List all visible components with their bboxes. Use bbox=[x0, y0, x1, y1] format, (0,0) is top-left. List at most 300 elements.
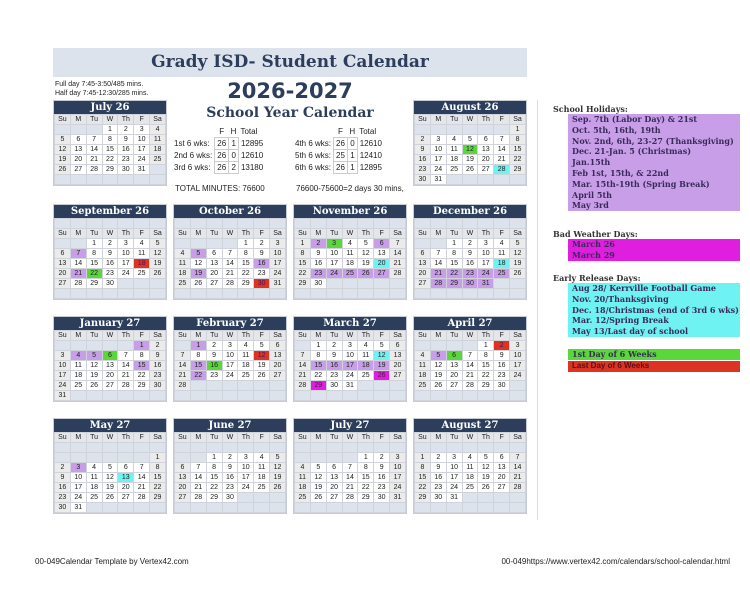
day-cell[interactable]: 6 bbox=[270, 341, 286, 351]
day-cell[interactable]: 10 bbox=[326, 249, 342, 259]
day-cell[interactable]: 27 bbox=[118, 493, 134, 503]
day-cell[interactable]: 12 bbox=[510, 249, 526, 259]
day-cell[interactable]: 8 bbox=[510, 135, 526, 145]
day-cell[interactable]: 11 bbox=[494, 249, 510, 259]
day-cell[interactable]: 4 bbox=[462, 453, 478, 463]
day-cell[interactable]: 3 bbox=[342, 341, 358, 351]
day-cell[interactable]: 12 bbox=[86, 361, 102, 371]
day-cell[interactable]: 19 bbox=[358, 259, 374, 269]
day-cell[interactable]: 3 bbox=[510, 341, 526, 351]
day-cell[interactable]: 26 bbox=[254, 371, 270, 381]
day-cell[interactable]: 27 bbox=[494, 483, 510, 493]
day-cell[interactable]: 15 bbox=[310, 361, 326, 371]
day-cell[interactable]: 24 bbox=[222, 371, 238, 381]
day-cell[interactable]: 17 bbox=[222, 361, 238, 371]
day-cell[interactable]: 15 bbox=[102, 145, 118, 155]
day-cell[interactable]: 1 bbox=[86, 239, 102, 249]
day-cell[interactable]: 5 bbox=[310, 463, 326, 473]
day-cell[interactable]: 8 bbox=[310, 351, 326, 361]
day-cell[interactable]: 15 bbox=[510, 145, 526, 155]
day-cell[interactable]: 12 bbox=[358, 249, 374, 259]
day-cell[interactable]: 31 bbox=[134, 165, 150, 175]
day-cell[interactable]: 22 bbox=[295, 269, 311, 279]
day-cell[interactable]: 1 bbox=[102, 125, 118, 135]
day-cell[interactable]: 15 bbox=[238, 259, 254, 269]
day-cell[interactable]: 12 bbox=[462, 145, 478, 155]
day-cell[interactable]: 22 bbox=[358, 483, 374, 493]
day-cell[interactable]: 20 bbox=[102, 371, 118, 381]
day-cell[interactable]: 16 bbox=[206, 361, 222, 371]
day-cell[interactable]: 30 bbox=[374, 493, 390, 503]
day-cell[interactable]: 18 bbox=[295, 483, 311, 493]
day-cell[interactable]: 12 bbox=[102, 473, 118, 483]
day-cell[interactable]: 18 bbox=[342, 259, 358, 269]
day-cell[interactable]: 3 bbox=[390, 453, 406, 463]
day-cell[interactable]: 27 bbox=[206, 279, 222, 289]
day-cell[interactable]: 2 bbox=[102, 239, 118, 249]
day-cell[interactable]: 17 bbox=[118, 259, 134, 269]
day-cell[interactable]: 28 bbox=[222, 279, 238, 289]
day-cell[interactable]: 2 bbox=[310, 239, 326, 249]
day-cell[interactable]: 24 bbox=[238, 483, 254, 493]
day-cell[interactable]: 6 bbox=[102, 351, 118, 361]
day-cell[interactable]: 19 bbox=[462, 155, 478, 165]
day-cell[interactable]: 20 bbox=[390, 361, 406, 371]
day-cell[interactable]: 1 bbox=[150, 453, 166, 463]
day-cell[interactable]: 17 bbox=[478, 259, 494, 269]
day-cell[interactable]: 29 bbox=[238, 279, 254, 289]
day-cell[interactable]: 23 bbox=[494, 371, 510, 381]
day-cell[interactable]: 5 bbox=[462, 135, 478, 145]
day-cell[interactable]: 23 bbox=[102, 269, 118, 279]
day-cell[interactable]: 18 bbox=[358, 361, 374, 371]
day-cell[interactable]: 18 bbox=[254, 473, 270, 483]
day-cell[interactable]: 23 bbox=[374, 483, 390, 493]
day-cell[interactable]: 14 bbox=[175, 361, 191, 371]
day-cell[interactable]: 14 bbox=[510, 463, 526, 473]
day-cell[interactable]: 31 bbox=[390, 493, 406, 503]
day-cell[interactable]: 15 bbox=[295, 259, 311, 269]
day-cell[interactable]: 6 bbox=[415, 249, 431, 259]
day-cell[interactable]: 6 bbox=[494, 453, 510, 463]
day-cell[interactable]: 24 bbox=[55, 381, 71, 391]
day-cell[interactable]: 7 bbox=[175, 351, 191, 361]
day-cell[interactable]: 21 bbox=[134, 483, 150, 493]
day-cell[interactable]: 10 bbox=[342, 351, 358, 361]
day-cell[interactable]: 5 bbox=[374, 341, 390, 351]
day-cell[interactable]: 24 bbox=[430, 165, 446, 175]
day-cell[interactable]: 26 bbox=[462, 165, 478, 175]
day-cell[interactable]: 11 bbox=[70, 361, 86, 371]
day-cell[interactable]: 3 bbox=[222, 341, 238, 351]
day-cell[interactable]: 15 bbox=[150, 473, 166, 483]
day-cell[interactable]: 7 bbox=[494, 135, 510, 145]
day-cell[interactable]: 12 bbox=[374, 351, 390, 361]
day-cell[interactable]: 3 bbox=[55, 351, 71, 361]
day-cell[interactable]: 7 bbox=[295, 351, 311, 361]
day-cell[interactable]: 19 bbox=[55, 155, 71, 165]
day-cell[interactable]: 30 bbox=[326, 381, 342, 391]
day-cell[interactable]: 16 bbox=[118, 145, 134, 155]
day-cell[interactable]: 21 bbox=[190, 483, 206, 493]
day-cell[interactable]: 11 bbox=[134, 249, 150, 259]
day-cell[interactable]: 23 bbox=[462, 269, 478, 279]
day-cell[interactable]: 30 bbox=[222, 493, 238, 503]
day-cell[interactable]: 14 bbox=[118, 361, 134, 371]
day-cell[interactable]: 21 bbox=[295, 371, 311, 381]
day-cell[interactable]: 7 bbox=[222, 249, 238, 259]
day-cell[interactable]: 13 bbox=[270, 351, 286, 361]
day-cell[interactable]: 2 bbox=[222, 453, 238, 463]
day-cell[interactable]: 28 bbox=[510, 483, 526, 493]
day-cell[interactable]: 19 bbox=[86, 371, 102, 381]
day-cell[interactable]: 8 bbox=[102, 135, 118, 145]
day-cell[interactable]: 14 bbox=[390, 249, 406, 259]
day-cell[interactable]: 25 bbox=[238, 371, 254, 381]
day-cell[interactable]: 12 bbox=[270, 463, 286, 473]
day-cell[interactable]: 18 bbox=[238, 361, 254, 371]
day-cell[interactable]: 8 bbox=[134, 351, 150, 361]
day-cell[interactable]: 4 bbox=[134, 239, 150, 249]
day-cell[interactable]: 15 bbox=[478, 361, 494, 371]
day-cell[interactable]: 24 bbox=[390, 483, 406, 493]
day-cell[interactable]: 9 bbox=[310, 249, 326, 259]
day-cell[interactable]: 29 bbox=[415, 493, 431, 503]
day-cell[interactable]: 11 bbox=[238, 351, 254, 361]
day-cell[interactable]: 30 bbox=[494, 381, 510, 391]
day-cell[interactable]: 27 bbox=[326, 493, 342, 503]
day-cell[interactable]: 21 bbox=[430, 269, 446, 279]
day-cell[interactable]: 20 bbox=[118, 483, 134, 493]
day-cell[interactable]: 5 bbox=[358, 239, 374, 249]
day-cell[interactable]: 4 bbox=[175, 249, 191, 259]
day-cell[interactable]: 27 bbox=[102, 381, 118, 391]
day-cell[interactable]: 7 bbox=[430, 249, 446, 259]
day-cell[interactable]: 18 bbox=[462, 473, 478, 483]
day-cell[interactable]: 6 bbox=[326, 463, 342, 473]
day-cell[interactable]: 11 bbox=[446, 145, 462, 155]
day-cell[interactable]: 21 bbox=[175, 371, 191, 381]
day-cell[interactable]: 5 bbox=[430, 351, 446, 361]
day-cell[interactable]: 28 bbox=[134, 493, 150, 503]
day-cell[interactable]: 31 bbox=[430, 175, 446, 185]
day-cell[interactable]: 15 bbox=[86, 259, 102, 269]
day-cell[interactable]: 29 bbox=[206, 493, 222, 503]
day-cell[interactable]: 17 bbox=[342, 361, 358, 371]
day-cell[interactable]: 9 bbox=[206, 351, 222, 361]
day-cell[interactable]: 16 bbox=[222, 473, 238, 483]
day-cell[interactable]: 19 bbox=[310, 483, 326, 493]
day-cell[interactable]: 24 bbox=[446, 483, 462, 493]
day-cell[interactable]: 1 bbox=[446, 239, 462, 249]
day-cell[interactable]: 7 bbox=[510, 453, 526, 463]
day-cell[interactable]: 28 bbox=[295, 381, 311, 391]
day-cell[interactable]: 12 bbox=[430, 361, 446, 371]
day-cell[interactable]: 26 bbox=[86, 381, 102, 391]
day-cell[interactable]: 14 bbox=[342, 473, 358, 483]
day-cell[interactable]: 16 bbox=[310, 259, 326, 269]
day-cell[interactable]: 16 bbox=[415, 155, 431, 165]
day-cell[interactable]: 16 bbox=[55, 483, 71, 493]
day-cell[interactable]: 13 bbox=[478, 145, 494, 155]
day-cell[interactable]: 21 bbox=[510, 473, 526, 483]
day-cell[interactable]: 1 bbox=[295, 239, 311, 249]
day-cell[interactable]: 29 bbox=[102, 165, 118, 175]
day-cell[interactable]: 9 bbox=[118, 135, 134, 145]
day-cell[interactable]: 29 bbox=[150, 493, 166, 503]
day-cell[interactable]: 3 bbox=[478, 239, 494, 249]
day-cell[interactable]: 23 bbox=[222, 483, 238, 493]
day-cell[interactable]: 15 bbox=[206, 473, 222, 483]
day-cell[interactable]: 10 bbox=[390, 463, 406, 473]
day-cell[interactable]: 11 bbox=[254, 463, 270, 473]
day-cell[interactable]: 10 bbox=[70, 473, 86, 483]
day-cell[interactable]: 9 bbox=[374, 463, 390, 473]
day-cell[interactable]: 29 bbox=[446, 279, 462, 289]
day-cell[interactable]: 21 bbox=[462, 371, 478, 381]
day-cell[interactable]: 18 bbox=[175, 269, 191, 279]
day-cell[interactable]: 19 bbox=[510, 259, 526, 269]
day-cell[interactable]: 12 bbox=[150, 249, 166, 259]
day-cell[interactable]: 4 bbox=[70, 351, 86, 361]
day-cell[interactable]: 1 bbox=[478, 341, 494, 351]
day-cell[interactable]: 10 bbox=[510, 351, 526, 361]
day-cell[interactable]: 24 bbox=[478, 269, 494, 279]
day-cell[interactable]: 14 bbox=[86, 145, 102, 155]
day-cell[interactable]: 12 bbox=[55, 145, 71, 155]
day-cell[interactable]: 20 bbox=[478, 155, 494, 165]
day-cell[interactable]: 23 bbox=[150, 371, 166, 381]
day-cell[interactable]: 2 bbox=[326, 341, 342, 351]
day-cell[interactable]: 4 bbox=[415, 351, 431, 361]
day-cell[interactable]: 20 bbox=[326, 483, 342, 493]
day-cell[interactable]: 28 bbox=[86, 165, 102, 175]
day-cell[interactable]: 6 bbox=[70, 135, 86, 145]
day-cell[interactable]: 5 bbox=[55, 135, 71, 145]
day-cell[interactable]: 31 bbox=[55, 391, 71, 401]
day-cell[interactable]: 13 bbox=[118, 473, 134, 483]
day-cell[interactable]: 1 bbox=[415, 453, 431, 463]
day-cell[interactable]: 5 bbox=[254, 341, 270, 351]
day-cell[interactable]: 30 bbox=[118, 165, 134, 175]
day-cell[interactable]: 13 bbox=[102, 361, 118, 371]
day-cell[interactable]: 17 bbox=[70, 483, 86, 493]
day-cell[interactable]: 14 bbox=[70, 259, 86, 269]
day-cell[interactable]: 29 bbox=[310, 381, 326, 391]
day-cell[interactable]: 22 bbox=[238, 269, 254, 279]
day-cell[interactable]: 19 bbox=[478, 473, 494, 483]
day-cell[interactable]: 27 bbox=[70, 165, 86, 175]
day-cell[interactable]: 5 bbox=[510, 239, 526, 249]
day-cell[interactable]: 10 bbox=[430, 145, 446, 155]
day-cell[interactable]: 20 bbox=[70, 155, 86, 165]
day-cell[interactable]: 21 bbox=[342, 483, 358, 493]
day-cell[interactable]: 8 bbox=[295, 249, 311, 259]
day-cell[interactable]: 30 bbox=[102, 279, 118, 289]
day-cell[interactable]: 13 bbox=[494, 463, 510, 473]
day-cell[interactable]: 18 bbox=[134, 259, 150, 269]
day-cell[interactable]: 30 bbox=[415, 175, 431, 185]
day-cell[interactable]: 10 bbox=[55, 361, 71, 371]
day-cell[interactable]: 1 bbox=[134, 341, 150, 351]
day-cell[interactable]: 25 bbox=[295, 493, 311, 503]
day-cell[interactable]: 10 bbox=[270, 249, 286, 259]
day-cell[interactable]: 9 bbox=[430, 463, 446, 473]
day-cell[interactable]: 14 bbox=[494, 145, 510, 155]
day-cell[interactable]: 20 bbox=[446, 371, 462, 381]
day-cell[interactable]: 29 bbox=[510, 165, 526, 175]
day-cell[interactable]: 13 bbox=[55, 259, 71, 269]
day-cell[interactable]: 10 bbox=[222, 351, 238, 361]
day-cell[interactable]: 10 bbox=[134, 135, 150, 145]
day-cell[interactable]: 14 bbox=[134, 473, 150, 483]
day-cell[interactable]: 28 bbox=[494, 165, 510, 175]
day-cell[interactable]: 23 bbox=[430, 483, 446, 493]
day-cell[interactable]: 15 bbox=[446, 259, 462, 269]
day-cell[interactable]: 24 bbox=[118, 269, 134, 279]
day-cell[interactable]: 16 bbox=[102, 259, 118, 269]
day-cell[interactable]: 22 bbox=[190, 371, 206, 381]
day-cell[interactable]: 27 bbox=[390, 371, 406, 381]
day-cell[interactable]: 8 bbox=[86, 249, 102, 259]
day-cell[interactable]: 24 bbox=[510, 371, 526, 381]
day-cell[interactable]: 2 bbox=[462, 239, 478, 249]
day-cell[interactable]: 1 bbox=[190, 341, 206, 351]
day-cell[interactable]: 7 bbox=[86, 135, 102, 145]
day-cell[interactable]: 28 bbox=[118, 381, 134, 391]
day-cell[interactable]: 27 bbox=[478, 165, 494, 175]
day-cell[interactable]: 29 bbox=[358, 493, 374, 503]
day-cell[interactable]: 21 bbox=[86, 155, 102, 165]
day-cell[interactable]: 22 bbox=[134, 371, 150, 381]
day-cell[interactable]: 25 bbox=[462, 483, 478, 493]
day-cell[interactable]: 29 bbox=[478, 381, 494, 391]
day-cell[interactable]: 7 bbox=[70, 249, 86, 259]
day-cell[interactable]: 4 bbox=[254, 453, 270, 463]
day-cell[interactable]: 10 bbox=[238, 463, 254, 473]
day-cell[interactable]: 9 bbox=[102, 249, 118, 259]
day-cell[interactable]: 27 bbox=[55, 279, 71, 289]
day-cell[interactable]: 15 bbox=[190, 361, 206, 371]
day-cell[interactable]: 18 bbox=[494, 259, 510, 269]
day-cell[interactable]: 8 bbox=[238, 249, 254, 259]
day-cell[interactable]: 18 bbox=[446, 155, 462, 165]
day-cell[interactable]: 22 bbox=[415, 483, 431, 493]
day-cell[interactable]: 30 bbox=[150, 381, 166, 391]
day-cell[interactable]: 13 bbox=[390, 351, 406, 361]
day-cell[interactable]: 26 bbox=[190, 279, 206, 289]
day-cell[interactable]: 23 bbox=[254, 269, 270, 279]
day-cell[interactable]: 27 bbox=[415, 279, 431, 289]
day-cell[interactable]: 8 bbox=[446, 249, 462, 259]
day-cell[interactable]: 7 bbox=[390, 239, 406, 249]
day-cell[interactable]: 30 bbox=[55, 503, 71, 513]
day-cell[interactable]: 6 bbox=[55, 249, 71, 259]
day-cell[interactable]: 6 bbox=[478, 135, 494, 145]
day-cell[interactable]: 20 bbox=[206, 269, 222, 279]
day-cell[interactable]: 20 bbox=[374, 259, 390, 269]
day-cell[interactable]: 6 bbox=[446, 351, 462, 361]
day-cell[interactable]: 21 bbox=[222, 269, 238, 279]
day-cell[interactable]: 19 bbox=[374, 361, 390, 371]
day-cell[interactable]: 20 bbox=[175, 483, 191, 493]
day-cell[interactable]: 2 bbox=[206, 341, 222, 351]
day-cell[interactable]: 14 bbox=[190, 473, 206, 483]
day-cell[interactable]: 6 bbox=[206, 249, 222, 259]
day-cell[interactable]: 19 bbox=[102, 483, 118, 493]
day-cell[interactable]: 24 bbox=[326, 269, 342, 279]
day-cell[interactable]: 26 bbox=[55, 165, 71, 175]
day-cell[interactable]: 22 bbox=[310, 371, 326, 381]
day-cell[interactable]: 9 bbox=[494, 351, 510, 361]
day-cell[interactable]: 7 bbox=[118, 351, 134, 361]
day-cell[interactable]: 25 bbox=[415, 381, 431, 391]
day-cell[interactable]: 30 bbox=[254, 279, 270, 289]
day-cell[interactable]: 18 bbox=[70, 371, 86, 381]
day-cell[interactable]: 9 bbox=[254, 249, 270, 259]
day-cell[interactable]: 19 bbox=[254, 361, 270, 371]
day-cell[interactable]: 22 bbox=[102, 155, 118, 165]
day-cell[interactable]: 2 bbox=[55, 463, 71, 473]
day-cell[interactable]: 26 bbox=[510, 269, 526, 279]
day-cell[interactable]: 17 bbox=[238, 473, 254, 483]
day-cell[interactable]: 9 bbox=[150, 351, 166, 361]
day-cell[interactable]: 13 bbox=[326, 473, 342, 483]
day-cell[interactable]: 6 bbox=[390, 341, 406, 351]
day-cell[interactable]: 2 bbox=[430, 453, 446, 463]
day-cell[interactable]: 13 bbox=[175, 473, 191, 483]
day-cell[interactable]: 12 bbox=[254, 351, 270, 361]
day-cell[interactable]: 24 bbox=[342, 371, 358, 381]
day-cell[interactable]: 28 bbox=[175, 381, 191, 391]
day-cell[interactable]: 11 bbox=[175, 259, 191, 269]
day-cell[interactable]: 13 bbox=[446, 361, 462, 371]
day-cell[interactable]: 3 bbox=[326, 239, 342, 249]
day-cell[interactable]: 13 bbox=[374, 249, 390, 259]
day-cell[interactable]: 31 bbox=[446, 493, 462, 503]
day-cell[interactable]: 25 bbox=[254, 483, 270, 493]
day-cell[interactable]: 13 bbox=[415, 259, 431, 269]
day-cell[interactable]: 7 bbox=[134, 463, 150, 473]
day-cell[interactable]: 29 bbox=[295, 279, 311, 289]
day-cell[interactable]: 23 bbox=[326, 371, 342, 381]
day-cell[interactable]: 30 bbox=[462, 279, 478, 289]
day-cell[interactable]: 14 bbox=[430, 259, 446, 269]
day-cell[interactable]: 8 bbox=[478, 351, 494, 361]
day-cell[interactable]: 16 bbox=[494, 361, 510, 371]
day-cell[interactable]: 31 bbox=[478, 279, 494, 289]
day-cell[interactable]: 25 bbox=[134, 269, 150, 279]
day-cell[interactable]: 28 bbox=[430, 279, 446, 289]
day-cell[interactable]: 19 bbox=[150, 259, 166, 269]
day-cell[interactable]: 25 bbox=[342, 269, 358, 279]
day-cell[interactable]: 8 bbox=[206, 463, 222, 473]
day-cell[interactable]: 1 bbox=[206, 453, 222, 463]
day-cell[interactable]: 17 bbox=[430, 155, 446, 165]
day-cell[interactable]: 17 bbox=[326, 259, 342, 269]
day-cell[interactable]: 27 bbox=[175, 493, 191, 503]
day-cell[interactable]: 11 bbox=[462, 463, 478, 473]
day-cell[interactable]: 21 bbox=[118, 371, 134, 381]
day-cell[interactable]: 10 bbox=[446, 463, 462, 473]
day-cell[interactable]: 1 bbox=[510, 125, 526, 135]
day-cell[interactable]: 12 bbox=[478, 463, 494, 473]
day-cell[interactable]: 2 bbox=[374, 453, 390, 463]
day-cell[interactable]: 9 bbox=[415, 145, 431, 155]
day-cell[interactable]: 25 bbox=[175, 279, 191, 289]
day-cell[interactable]: 2 bbox=[415, 135, 431, 145]
day-cell[interactable]: 9 bbox=[222, 463, 238, 473]
